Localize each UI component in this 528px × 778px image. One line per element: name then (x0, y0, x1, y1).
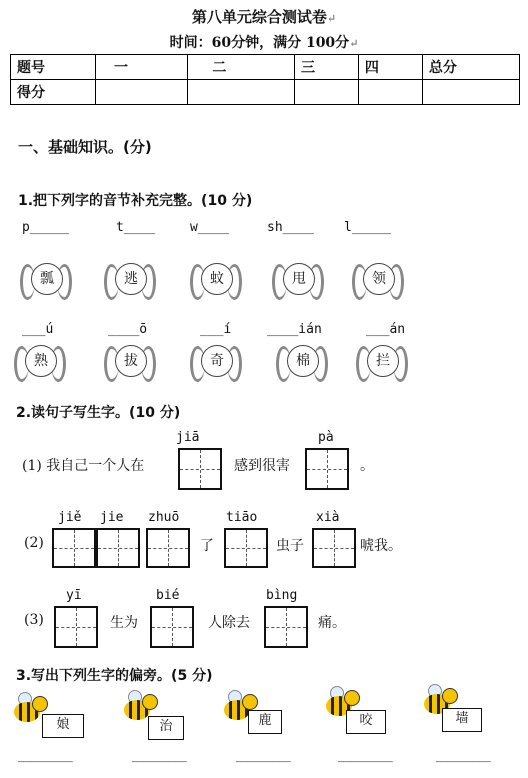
char-label: 棉 (287, 345, 319, 377)
answer-blank[interactable]: _______ (236, 748, 291, 763)
score-input[interactable] (422, 80, 519, 105)
score-cell: 总分 (422, 55, 519, 80)
score-cell: 三 (294, 55, 358, 80)
char-label: 奇 (201, 345, 233, 377)
char-label: 拦 (367, 345, 399, 377)
char-write-box[interactable] (54, 606, 98, 648)
score-input[interactable] (358, 80, 422, 105)
char-write-box[interactable] (146, 528, 190, 568)
radical-char: 墙 (442, 708, 482, 732)
score-table (10, 54, 520, 105)
pinyin-label: jie (100, 510, 124, 525)
pinyin-label: xià (316, 510, 340, 525)
sentence-text: 生为 (110, 615, 138, 631)
wreath-char (272, 258, 324, 302)
char-label: 瓢 (31, 263, 63, 295)
sentence-text: 感到很害 (234, 458, 290, 474)
pinyin-label: pà (318, 430, 334, 445)
radical-char: 娘 (42, 714, 84, 738)
wreath-char (190, 340, 242, 384)
char-write-box[interactable] (224, 528, 268, 568)
page-subtitle: 时间：60分钟，满分 100分↵ (169, 35, 359, 51)
pinyin-blank[interactable]: ___ú (22, 322, 54, 337)
wreath-char (104, 340, 156, 384)
answer-blank[interactable]: _______ (132, 748, 187, 763)
char-write-box[interactable] (96, 528, 140, 568)
radical-char: 治 (148, 716, 184, 740)
pinyin-blank[interactable]: ___í (200, 322, 232, 337)
wreath-char (352, 258, 404, 302)
char-write-box[interactable] (264, 606, 308, 648)
answer-blank[interactable]: _______ (436, 748, 491, 763)
char-label: 蚊 (201, 263, 233, 295)
char-label: 熟 (25, 345, 57, 377)
pinyin-label: yī (66, 588, 82, 603)
section-heading: 一、基础知识。(分) (18, 138, 152, 156)
char-label: 领 (363, 263, 395, 295)
score-table-score-row (11, 80, 520, 105)
wreath-char (190, 258, 242, 302)
wreath-char (14, 340, 66, 384)
char-write-box[interactable] (312, 528, 356, 568)
radical-char: 咬 (346, 710, 386, 734)
sentence-text: 痛。 (318, 615, 346, 631)
question-1-title: 1.把下列字的音节补充完整。(10 分) (18, 193, 253, 209)
score-label: 得分 (11, 80, 96, 105)
sentence-text: 。 (360, 458, 374, 474)
char-label: 逃 (115, 263, 147, 295)
pinyin-blank[interactable]: w____ (190, 220, 230, 235)
score-input[interactable] (188, 80, 295, 105)
pinyin-blank[interactable]: sh____ (267, 220, 314, 235)
char-label: 拔 (115, 345, 147, 377)
pinyin-label: bié (156, 588, 180, 603)
question-3-title: 3.写出下列生字的偏旁。(5 分) (16, 668, 213, 684)
question-2-title: 2.读句子写生字。(10 分) (16, 405, 181, 421)
wreath-char (20, 258, 72, 302)
pinyin-label: tiāo (226, 510, 258, 525)
sentence-text: 人除去 (208, 615, 250, 631)
pinyin-blank[interactable]: ____ō (108, 322, 148, 337)
score-cell: 四 (358, 55, 422, 80)
score-input[interactable] (294, 80, 358, 105)
answer-blank[interactable]: _______ (18, 748, 73, 763)
wreath-char (104, 258, 156, 302)
char-write-box[interactable] (178, 448, 222, 490)
sentence-text: 了 (200, 538, 214, 554)
char-write-box[interactable] (150, 606, 194, 648)
radical-char: 鹿 (248, 710, 282, 734)
pinyin-blank[interactable]: p_____ (22, 220, 69, 235)
wreath-char (276, 340, 328, 384)
pinyin-blank[interactable]: ____ián (267, 322, 322, 337)
score-cell: 二 (188, 55, 295, 80)
score-cell: 一 (96, 55, 188, 80)
pinyin-label: bìng (266, 588, 298, 603)
answer-blank[interactable]: _______ (338, 748, 393, 763)
sentence-number: (2) (24, 535, 44, 551)
pinyin-label: jiā (176, 430, 200, 445)
page-title: 第八单元综合测试卷↵ (191, 8, 337, 26)
pinyin-label: jiě (58, 510, 82, 525)
sentence-text: 唬我。 (360, 538, 402, 554)
pinyin-label: zhuō (148, 510, 180, 525)
wreath-char (356, 340, 408, 384)
pinyin-blank[interactable]: ___án (366, 322, 406, 337)
score-input[interactable] (96, 80, 188, 105)
char-label: 甩 (283, 263, 315, 295)
pinyin-blank[interactable]: t____ (116, 220, 156, 235)
score-cell: 题号 (11, 55, 96, 80)
pinyin-blank[interactable]: l_____ (344, 220, 391, 235)
score-table-header-row (11, 55, 520, 80)
sentence-text: (1) 我自己一个人在 (22, 458, 145, 474)
char-write-box[interactable] (305, 448, 349, 490)
sentence-text: 虫子 (276, 538, 304, 554)
sentence-number: (3) (24, 612, 44, 628)
char-write-box[interactable] (52, 528, 96, 568)
